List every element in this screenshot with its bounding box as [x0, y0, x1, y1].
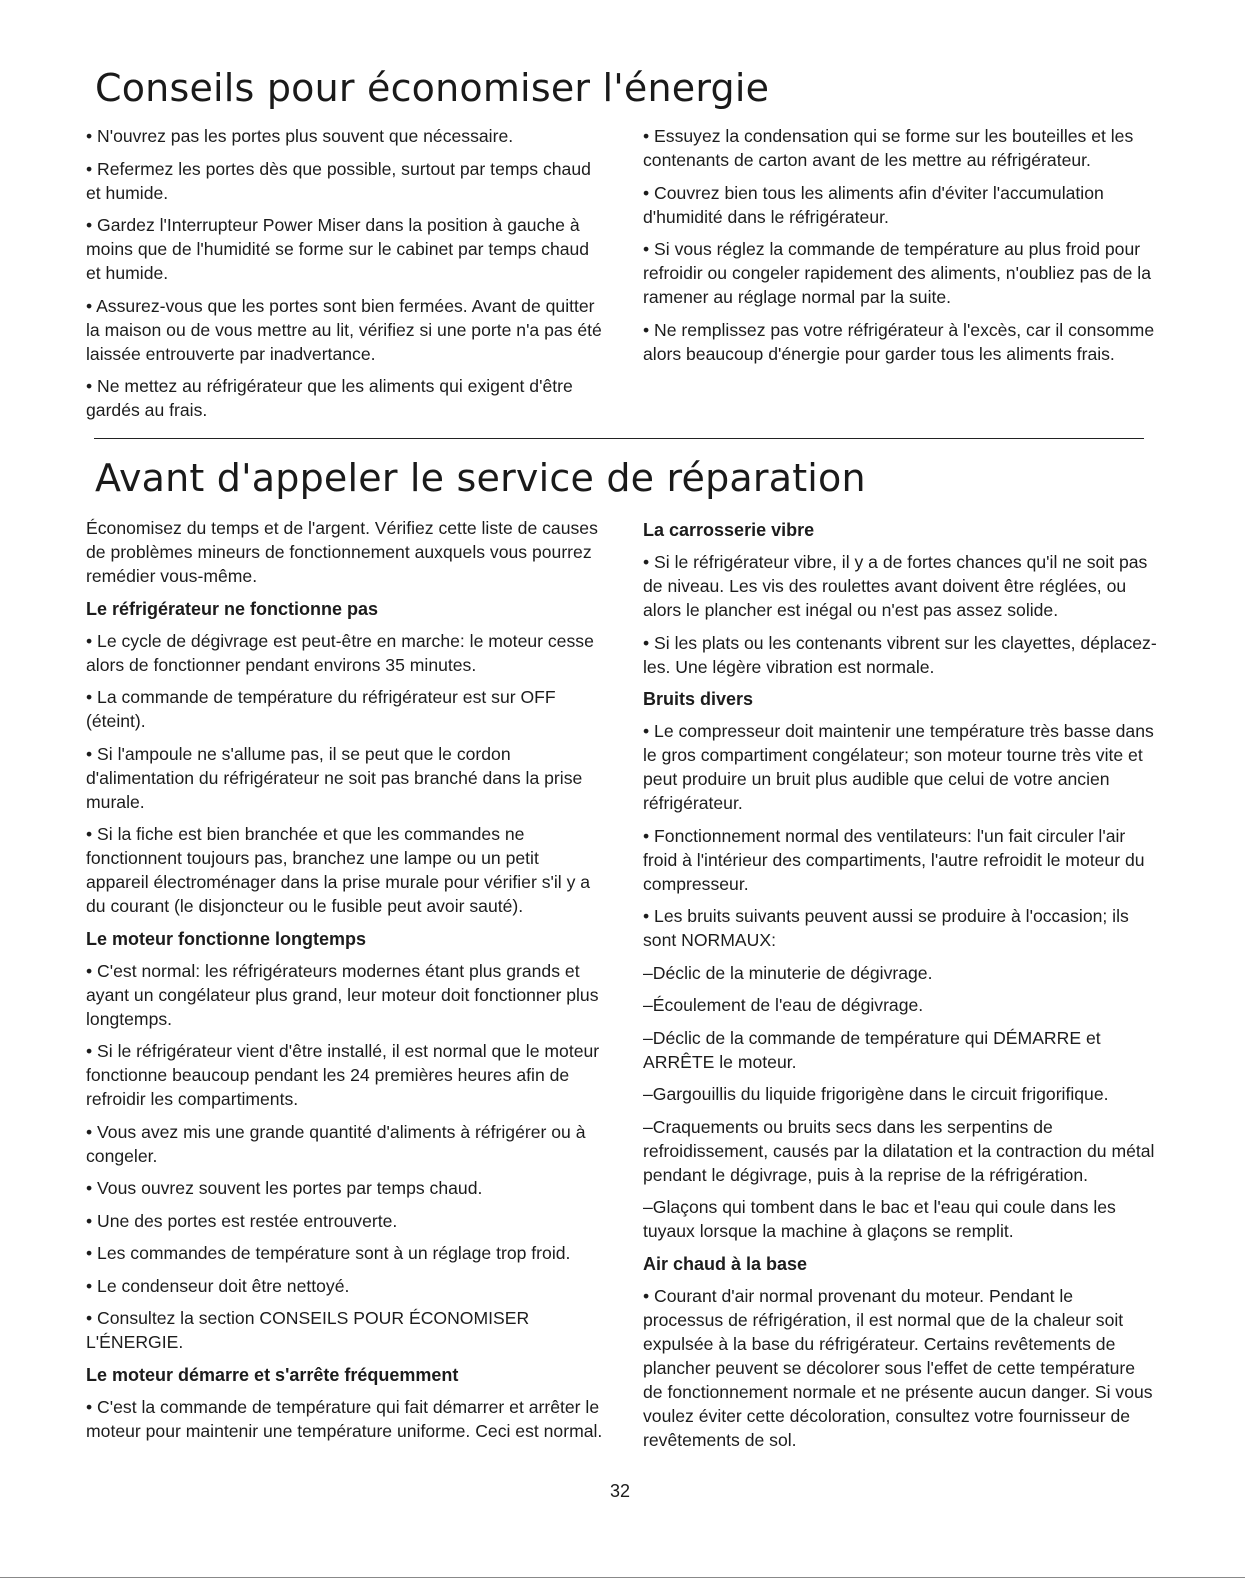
- tip-item: • Assurez-vous que les portes sont bien fermées. Avant de quitter la maison ou de vous mettre au lit, vérifiez si une porte n'a pas été laissée entrouverte par inadvertance.: [86, 295, 602, 364]
- list-item: • Le cycle de dégivrage est peut-être en marche: le moteur cesse alors de fonctionner pendant environs 35 minutes.: [86, 630, 594, 675]
- section-heading: Le réfrigérateur ne fonctionne pas: [86, 598, 379, 619]
- section-divider: [94, 438, 1144, 439]
- tip-item: • Ne mettez au réfrigérateur que les aliments qui exigent d'être gardés au frais.: [86, 376, 573, 420]
- section-heading: La carrosserie vibre: [643, 520, 815, 540]
- energy-tips-left-column: [86, 124, 606, 431]
- list-item: • La commande de température du réfrigérateur est sur OFF (éteint).: [86, 687, 556, 731]
- list-item: • C'est normal: les réfrigérateurs modernes étant plus grands et ayant un congélateur plus grand, leur moteur doit fonctionner plus longtemps.: [86, 960, 599, 1029]
- tip-item: • Essuyez la condensation qui se forme sur les bouteilles et les contenants de carton avant de les mettre au réfrigérateur.: [643, 126, 1134, 170]
- list-item: • Les commandes de température sont à un réglage trop froid.: [86, 1243, 571, 1263]
- section-heading: Air chaud à la base: [643, 1253, 808, 1274]
- list-item: –Gargouillis du liquide frigorigène dans le circuit frigorifique.: [643, 1084, 1109, 1104]
- list-item: • Si l'ampoule ne s'allume pas, il se peut que le cordon d'alimentation du réfrigérateur ne soit pas branché dans la prise murale.: [86, 743, 583, 812]
- energy-tips-right-column: [643, 124, 1158, 374]
- list-item: –Déclic de la commande de température qui DÉMARRE et ARRÊTE le moteur.: [643, 1027, 1101, 1072]
- page-bottom-edge: [0, 1577, 1245, 1578]
- tip-item: • N'ouvrez pas les portes plus souvent que nécessaire.: [86, 126, 514, 146]
- service-intro: Économisez du temps et de l'argent. Vérifiez cette liste de causes de problèmes mineurs de fonctionnement auxquels vous pourrez remédier vous-même.: [86, 518, 598, 586]
- list-item: • Consultez la section CONSEILS POUR ÉCONOMISER L'ÉNERGIE.: [86, 1308, 530, 1352]
- list-item: • Courant d'air normal provenant du moteur. Pendant le processus de réfrigération, il est normal que de la chaleur soit expulsée à la base du réfrigérateur. Certains revêtements de plancher peuvent se décolorer sous l'effet de cette température de fonctionnement normale et ne présente aucun danger. Si vous voulez éviter cette décoloration, consultez votre fournisseur de revêtements de sol.: [643, 1285, 1153, 1450]
- list-item: • Si le réfrigérateur vibre, il y a de fortes chances qu'il ne soit pas de niveau. Les vis des roulettes avant doivent être réglées, ou alors le plancher est inégal ou n'est pas assez solide.: [643, 552, 1148, 620]
- list-item: • Si les plats ou les contenants vibrent sur les clayettes, déplacez-les. Une légère vibration est normale.: [643, 632, 1157, 677]
- section-heading: Le moteur démarre et s'arrête fréquemment: [86, 1364, 459, 1385]
- list-item: • Le compresseur doit maintenir une température très basse dans le gros compartiment congélateur; son moteur tourne très vite et peut produire un bruit plus audible que celui de votre ancien réfrigérateur.: [643, 721, 1154, 813]
- list-item: • C'est la commande de température qui fait démarrer et arrêter le moteur pour maintenir une température uniforme. Ceci est normal.: [86, 1396, 603, 1441]
- tip-item: • Ne remplissez pas votre réfrigérateur à l'excès, car il consomme alors beaucoup d'énergie pour garder tous les aliments frais.: [643, 319, 1155, 364]
- tip-item: • Si vous réglez la commande de température au plus froid pour refroidir ou congeler rapidement des aliments, n'oubliez pas de la ramener au réglage normal par la suite.: [643, 239, 1152, 307]
- list-item: • Si le réfrigérateur vient d'être installé, il est normal que le moteur fonctionne beaucoup pendant les 24 premières heures afin de refroidir les compartiments.: [86, 1041, 600, 1109]
- tip-item: • Refermez les portes dès que possible, surtout par temps chaud et humide.: [86, 158, 591, 203]
- list-item: • Une des portes est restée entrouverte.: [86, 1210, 398, 1231]
- section-heading: Le moteur fonctionne longtemps: [86, 928, 367, 949]
- section-heading: Bruits divers: [643, 689, 754, 709]
- service-title: Avant d'appeler le service de réparation: [95, 456, 866, 500]
- tip-item: • Couvrez bien tous les aliments afin d'éviter l'accumulation d'humidité dans le réfrigérateur.: [643, 182, 1104, 227]
- list-item: • Vous ouvrez souvent les portes par temps chaud.: [86, 1178, 483, 1198]
- tip-item: • Gardez l'Interrupteur Power Miser dans la position à gauche à moins que de l'humidité se forme sur le cabinet par temps chaud et humide.: [86, 215, 590, 283]
- list-item: –Écoulement de l'eau de dégivrage.: [643, 995, 924, 1015]
- list-item: • Les bruits suivants peuvent aussi se produire à l'occasion; ils sont NORMAUX:: [643, 906, 1129, 950]
- list-item: –Craquements ou bruits secs dans les serpentins de refroidissement, causés par la dilatation et la contraction du métal pendant le dégivrage, puis à la reprise de la réfrigération.: [643, 1116, 1155, 1185]
- list-item: • Fonctionnement normal des ventilateurs: l'un fait circuler l'air froid à l'intérieur des compartiments, l'autre refroidit le moteur du compresseur.: [643, 825, 1145, 894]
- list-item: –Déclic de la minuterie de dégivrage.: [643, 962, 933, 983]
- energy-tips-title: Conseils pour économiser l'énergie: [95, 66, 770, 110]
- list-item: • Le condenseur doit être nettoyé.: [86, 1275, 350, 1296]
- list-item: • Vous avez mis une grande quantité d'aliments à réfrigérer ou à congeler.: [86, 1121, 586, 1166]
- service-left-column: [86, 516, 606, 1451]
- page-number: 32: [610, 1481, 631, 1501]
- service-right-column: [643, 516, 1158, 1460]
- list-item: –Glaçons qui tombent dans le bac et l'eau qui coule dans les tuyaux lorsque la machine à glaçons se remplit.: [643, 1197, 1116, 1241]
- list-item: • Si la fiche est bien branchée et que les commandes ne fonctionnent toujours pas, branchez une lampe ou un petit appareil électroménager dans la prise murale pour vérifier s'il y a du courant (le disjoncteur ou le fusible peut avoir sauté).: [86, 824, 591, 916]
